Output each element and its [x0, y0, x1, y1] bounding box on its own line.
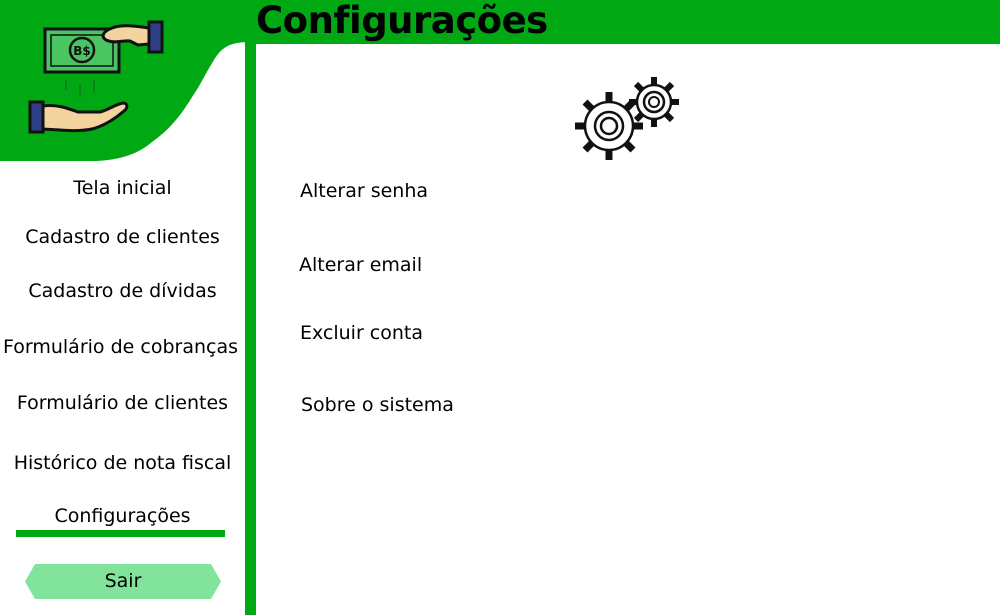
sidebar-item-tela-inicial[interactable]: Tela inicial	[73, 177, 172, 199]
logout-button[interactable]	[25, 564, 221, 599]
logo-green-blob	[0, 0, 250, 161]
sidebar-item-cadastro-dividas[interactable]: Cadastro de dívidas	[28, 280, 217, 302]
active-item-indicator	[16, 530, 225, 537]
sidebar-item-configuracoes[interactable]: Configurações	[54, 505, 191, 527]
option-sobre-sistema[interactable]: Sobre o sistema	[301, 394, 454, 416]
gears-icon	[573, 74, 685, 164]
logout-label: Sair	[104, 570, 142, 592]
option-alterar-email[interactable]: Alterar email	[299, 254, 423, 276]
sidebar-item-formulario-cobrancas[interactable]: Formulário de cobranças	[3, 336, 238, 358]
option-excluir-conta[interactable]: Excluir conta	[300, 322, 424, 344]
sidebar-item-historico-nota-fiscal[interactable]: Histórico de nota fiscal	[13, 452, 232, 474]
app-logo	[0, 0, 250, 164]
sidebar-item-cadastro-clientes[interactable]: Cadastro de clientes	[25, 226, 220, 248]
svg-text:B$: B$	[73, 44, 91, 58]
option-alterar-senha[interactable]: Alterar senha	[300, 180, 429, 202]
page-title: Configurações	[256, 0, 548, 42]
sidebar-item-formulario-clientes[interactable]: Formulário de clientes	[16, 392, 229, 414]
